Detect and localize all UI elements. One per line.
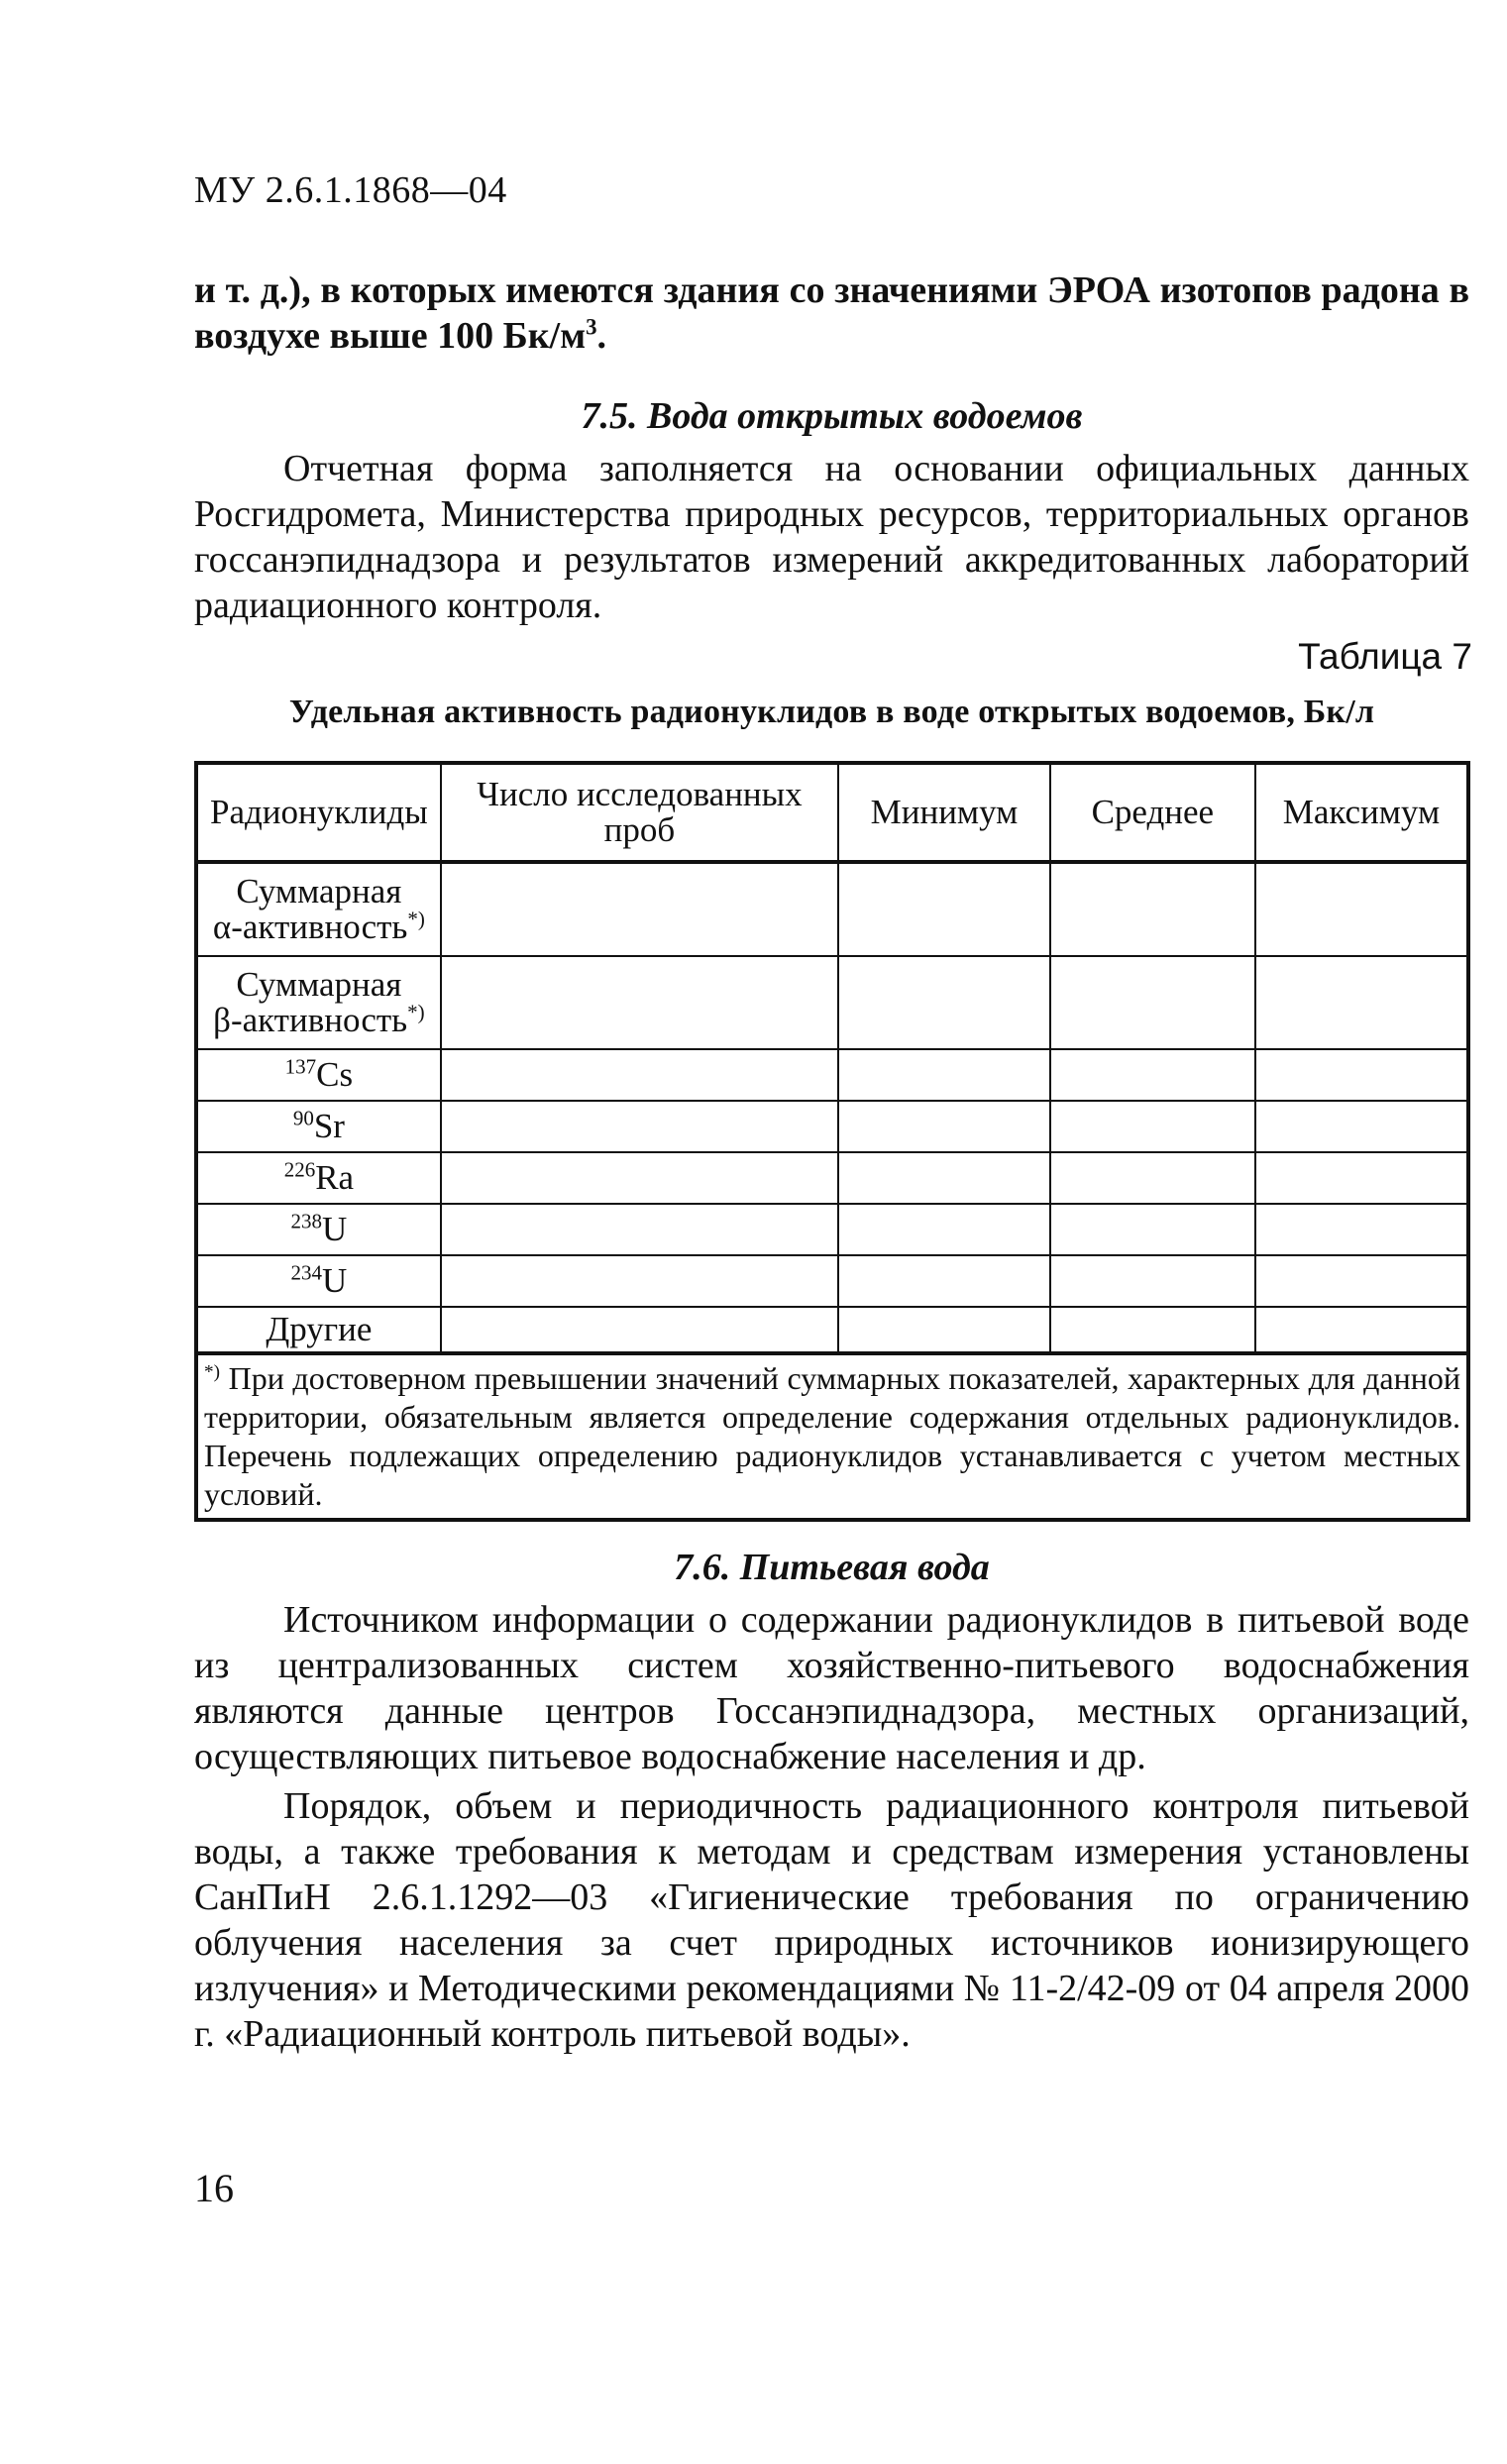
document-page [194,0,1472,2464]
row-label-u234: $^{234}$U [196,1255,441,1307]
cell-empty [1255,1152,1468,1204]
intro-paragraph [194,268,1469,359]
section-7-6-paragraph-1: Источником информации о содержании радионуклидов в питьевой воде из централизованных систем хозяйственно-питьевого водоснабжения являются данные центров Госсанэпиднадзора, местных организаций, осуществляющих питьевое водоснабжение населения и др. [194,1599,1469,1777]
cell-empty [1050,1152,1255,1204]
intro-text: и т. д.), в которых имеются здания со значениями ЭРОА изотопов радона в воздухе выше 100 Бк/м [194,269,1469,357]
cell-empty [1050,1101,1255,1152]
cell-empty [1050,956,1255,1049]
row-label-line1: Суммарная [236,965,402,1004]
cell-empty [1255,1049,1468,1101]
table-label: Таблица 7 [1298,636,1472,677]
cell-empty [441,1049,838,1101]
row-label-line2: α-активность*) [212,907,425,946]
cell-empty [1050,862,1255,956]
table-row [196,1307,1468,1353]
header-radionuclides: Радионуклиды [196,763,441,862]
cell-empty [1050,1255,1255,1307]
cell-empty [838,1255,1050,1307]
cell-empty [838,862,1050,956]
section-7-6-paragraph-2: Порядок, объем и периодичность радиационного контроля питьевой воды, а также требования к методам и средствам измерения установлены СанПиН 2.6.1.1292—03 «Гигиенические требования по ограничению облучения населения за счет природных источников ионизирующего излучения» и Методическими рекомендациями № 11-2/42-09 от 04 апреля 2000 г. «Радиационный контроль питьевой воды». [194,1785,1469,2055]
running-head: МУ 2.6.1.1868—04 [194,169,507,211]
cell-empty [441,1152,838,1204]
cell-empty [1050,1204,1255,1255]
row-label-u238: $^{238}$U [196,1204,441,1255]
intro-superscript: 3 [586,314,597,340]
cell-empty [1255,1204,1468,1255]
cell-empty [838,1204,1050,1255]
table-row [196,1101,1468,1152]
table-row [196,1049,1468,1101]
cell-empty [838,1101,1050,1152]
section-7-5-paragraph: Отчетная форма заполняется на основании официальных данных Росгидромета, Министерства природных ресурсов, территориальных органов госсанэпиднадзора и результатов измерений аккредитованных лабораторий радиационного контроля. [194,448,1469,626]
footnote-mark: *) [407,1000,425,1024]
table-header-row [196,763,1468,862]
cell-empty [838,1152,1050,1204]
cell-empty [1255,1101,1468,1152]
page-number: 16 [194,2166,234,2210]
intro-tail: . [596,315,606,357]
cell-empty [1255,1307,1468,1353]
row-label-line1: Суммарная [236,872,402,911]
cell-empty [1255,862,1468,956]
section-heading-7-6: 7.6. Питьевая вода [674,1547,990,1588]
table-row [196,862,1468,956]
cell-empty [441,956,838,1049]
cell-empty [1255,1255,1468,1307]
cell-empty [838,1307,1050,1353]
row-label-alpha [196,862,441,956]
radionuclide-table [194,761,1470,1522]
cell-empty [441,1255,838,1307]
cell-empty [441,1101,838,1152]
cell-empty [1255,956,1468,1049]
row-label-line2: β-активность*) [213,1000,425,1039]
header-sample-count: Число исследованных проб [441,763,838,862]
row-label-other: Другие [196,1307,441,1353]
table-row [196,1204,1468,1255]
table-footnote-row [196,1353,1468,1520]
footnote-text: При достоверном превышении значений суммарных показателей, характерных для данной территории, обязательным является определение содержания отдельных радионуклидов. Перечень подлежащих определению радионуклидов устанавливается с учетом местных условий. [204,1360,1461,1512]
header-mean: Среднее [1050,763,1255,862]
footnote-mark: *) [204,1361,220,1383]
footnote-mark: *) [407,907,425,931]
cell-empty [1050,1307,1255,1353]
cell-empty [1050,1049,1255,1101]
row-label-sr90: $^{90}$Sr [196,1101,441,1152]
cell-empty [838,956,1050,1049]
table-row [196,956,1468,1049]
cell-empty [441,1307,838,1353]
table-caption: Удельная активность радионуклидов в воде открытых водоемов, Бк/л [288,694,1375,730]
cell-empty [441,862,838,956]
header-minimum: Минимум [838,763,1050,862]
table-row [196,1255,1468,1307]
table-row [196,1152,1468,1204]
table-footnote [196,1353,1468,1520]
row-label-cs137: $^{137}$Cs [196,1049,441,1101]
cell-empty [441,1204,838,1255]
row-label-ra226: $^{226}$Ra [196,1152,441,1204]
row-label-beta [196,956,441,1049]
section-heading-7-5: 7.5. Вода открытых водоемов [581,395,1083,437]
header-maximum: Максимум [1255,763,1468,862]
cell-empty [838,1049,1050,1101]
